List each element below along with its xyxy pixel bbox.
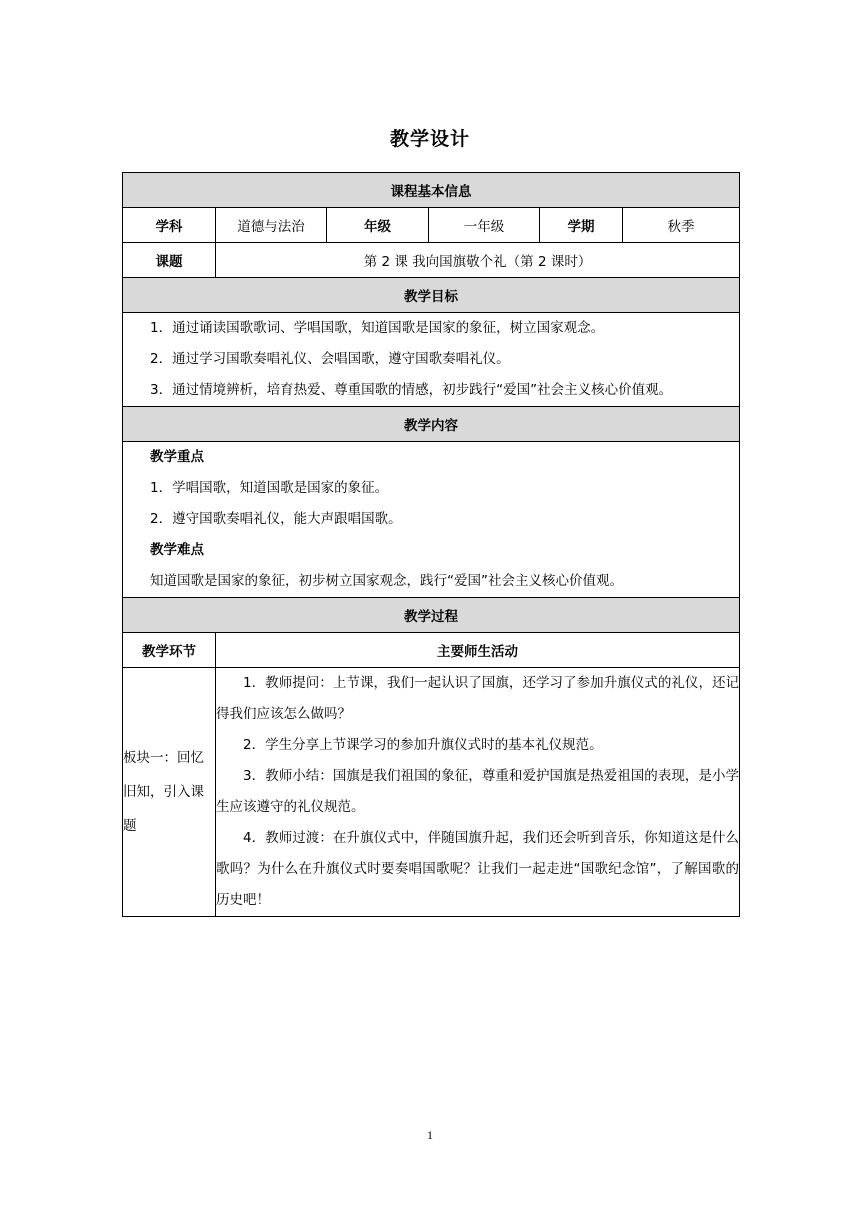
grade-label: 年级 bbox=[327, 208, 429, 243]
basic-info-header: 课程基本信息 bbox=[123, 173, 740, 208]
difficulty-label: 教学难点 bbox=[150, 542, 204, 558]
objective-item: 3．通过情境辨析，培育热爱、尊重国歌的情感，初步践行“爱国”社会主义核心价值观。 bbox=[150, 382, 673, 398]
subject-value: 道德与法治 bbox=[216, 208, 327, 243]
content-body bbox=[123, 442, 740, 598]
key-point-item: 1．学唱国歌，知道国歌是国家的象征。 bbox=[150, 480, 389, 496]
key-points-label: 教学重点 bbox=[150, 449, 204, 465]
topic-value: 第 2 课 我向国旗敬个礼（第 2 课时） bbox=[216, 243, 740, 278]
activity-item: 3．教师小结：国旗是我们祖国的象征，尊重和爱护国旗是热爱祖国的表现，是小学生应该遵守的礼仪规范。 bbox=[216, 768, 740, 815]
process-header: 教学过程 bbox=[123, 598, 740, 633]
activity-item: 2．学生分享上节课学习的参加升旗仪式时的基本礼仪规范。 bbox=[243, 737, 603, 753]
content-header: 教学内容 bbox=[123, 407, 740, 442]
subject-label: 学科 bbox=[123, 208, 216, 243]
objective-item: 1．通过诵读国歌歌词、学唱国歌，知道国歌是国家的象征，树立国家观念。 bbox=[150, 320, 605, 336]
document-title: 教学设计 bbox=[389, 128, 470, 150]
activity-item: 4．教师过渡：在升旗仪式中，伴随国旗升起，我们还会听到音乐，你知道这是什么歌吗？为什么在升旗仪式时要奏唱国歌呢？让我们一起走进“国歌纪念馆”，了解国歌的历史吧！ bbox=[216, 830, 740, 908]
stage-name: 板块一：回忆旧知，引入课题 bbox=[123, 668, 216, 917]
key-point-item: 2．遵守国歌奏唱礼仪，能大声跟唱国歌。 bbox=[150, 511, 402, 527]
difficulty-text: 知道国歌是国家的象征，初步树立国家观念，践行“爱国”社会主义核心价值观。 bbox=[150, 573, 623, 589]
activities-body bbox=[216, 668, 740, 917]
term-value: 秋季 bbox=[623, 208, 740, 243]
stage-column-header: 教学环节 bbox=[123, 633, 216, 668]
topic-label: 课题 bbox=[123, 243, 216, 278]
activity-item: 1．教师提问：上节课，我们一起认识了国旗，还学习了参加升旗仪式的礼仪，还记得我们应该怎么做吗？ bbox=[216, 675, 740, 722]
objectives-body bbox=[123, 313, 740, 407]
lesson-plan-table bbox=[122, 172, 740, 917]
page-number: 1 bbox=[427, 1128, 433, 1142]
term-label: 学期 bbox=[540, 208, 623, 243]
objective-item: 2．通过学习国歌奏唱礼仪、会唱国歌，遵守国歌奏唱礼仪。 bbox=[150, 351, 510, 367]
objectives-header: 教学目标 bbox=[123, 278, 740, 313]
grade-value: 一年级 bbox=[429, 208, 540, 243]
activity-column-header: 主要师生活动 bbox=[216, 633, 740, 668]
